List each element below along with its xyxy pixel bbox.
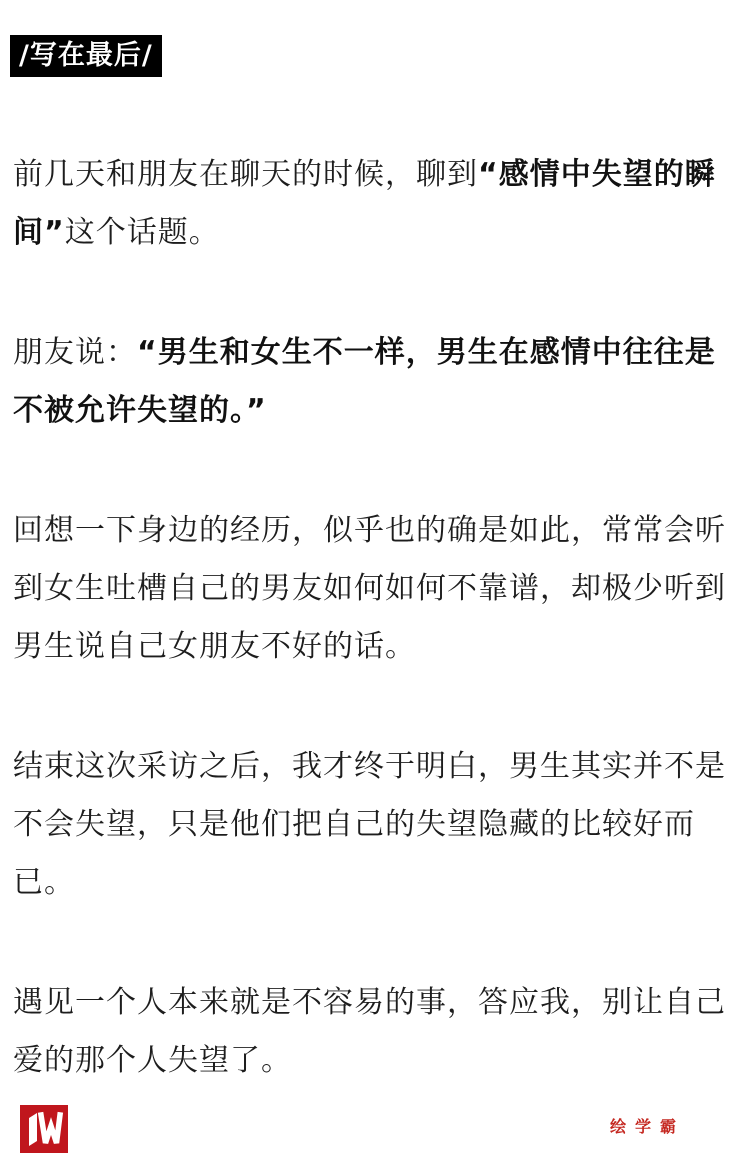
- paragraph-text: 结束这次采访之后，我才终于明白，男生其实并不是不会失望，只是他们把自己的失望隐藏的比较好而已。: [13, 749, 726, 900]
- paragraph-bold-text: “感情中失望的瞬间”: [13, 157, 716, 250]
- paragraph: [13, 146, 732, 262]
- paragraph-text: 回想一下身边的经历，似乎也的确是如此，常常会听到女生吐槽自己的男友如何如何不靠谱，却极少听到男生说自己女朋友不好的话。: [13, 513, 726, 664]
- section-badge-label: /写在最后/: [19, 40, 153, 71]
- paragraph-bold-text: “男生和女生不一样，男生在感情中往往是不被允许失望的。”: [13, 335, 716, 428]
- brand-logo: [20, 1105, 68, 1153]
- paragraph: [13, 502, 732, 676]
- paragraph: [13, 738, 732, 912]
- paragraph-text: 遇见一个人本来就是不容易的事，答应我，别让自己爱的那个人失望了。: [13, 985, 726, 1078]
- footer: [0, 1100, 745, 1162]
- w-ribbon-logo-icon: [20, 1105, 68, 1153]
- paragraph-text: 前几天和朋友在聊天的时候，聊到: [13, 157, 478, 192]
- paragraph: [13, 974, 732, 1090]
- paragraph-text: 朋友说：: [13, 335, 137, 370]
- brand-name: 绘学霸: [610, 1117, 686, 1136]
- article-body: [0, 146, 745, 1090]
- section-badge: [10, 35, 162, 77]
- paragraph: [13, 324, 732, 440]
- paragraph-text: 这个话题。: [64, 215, 220, 250]
